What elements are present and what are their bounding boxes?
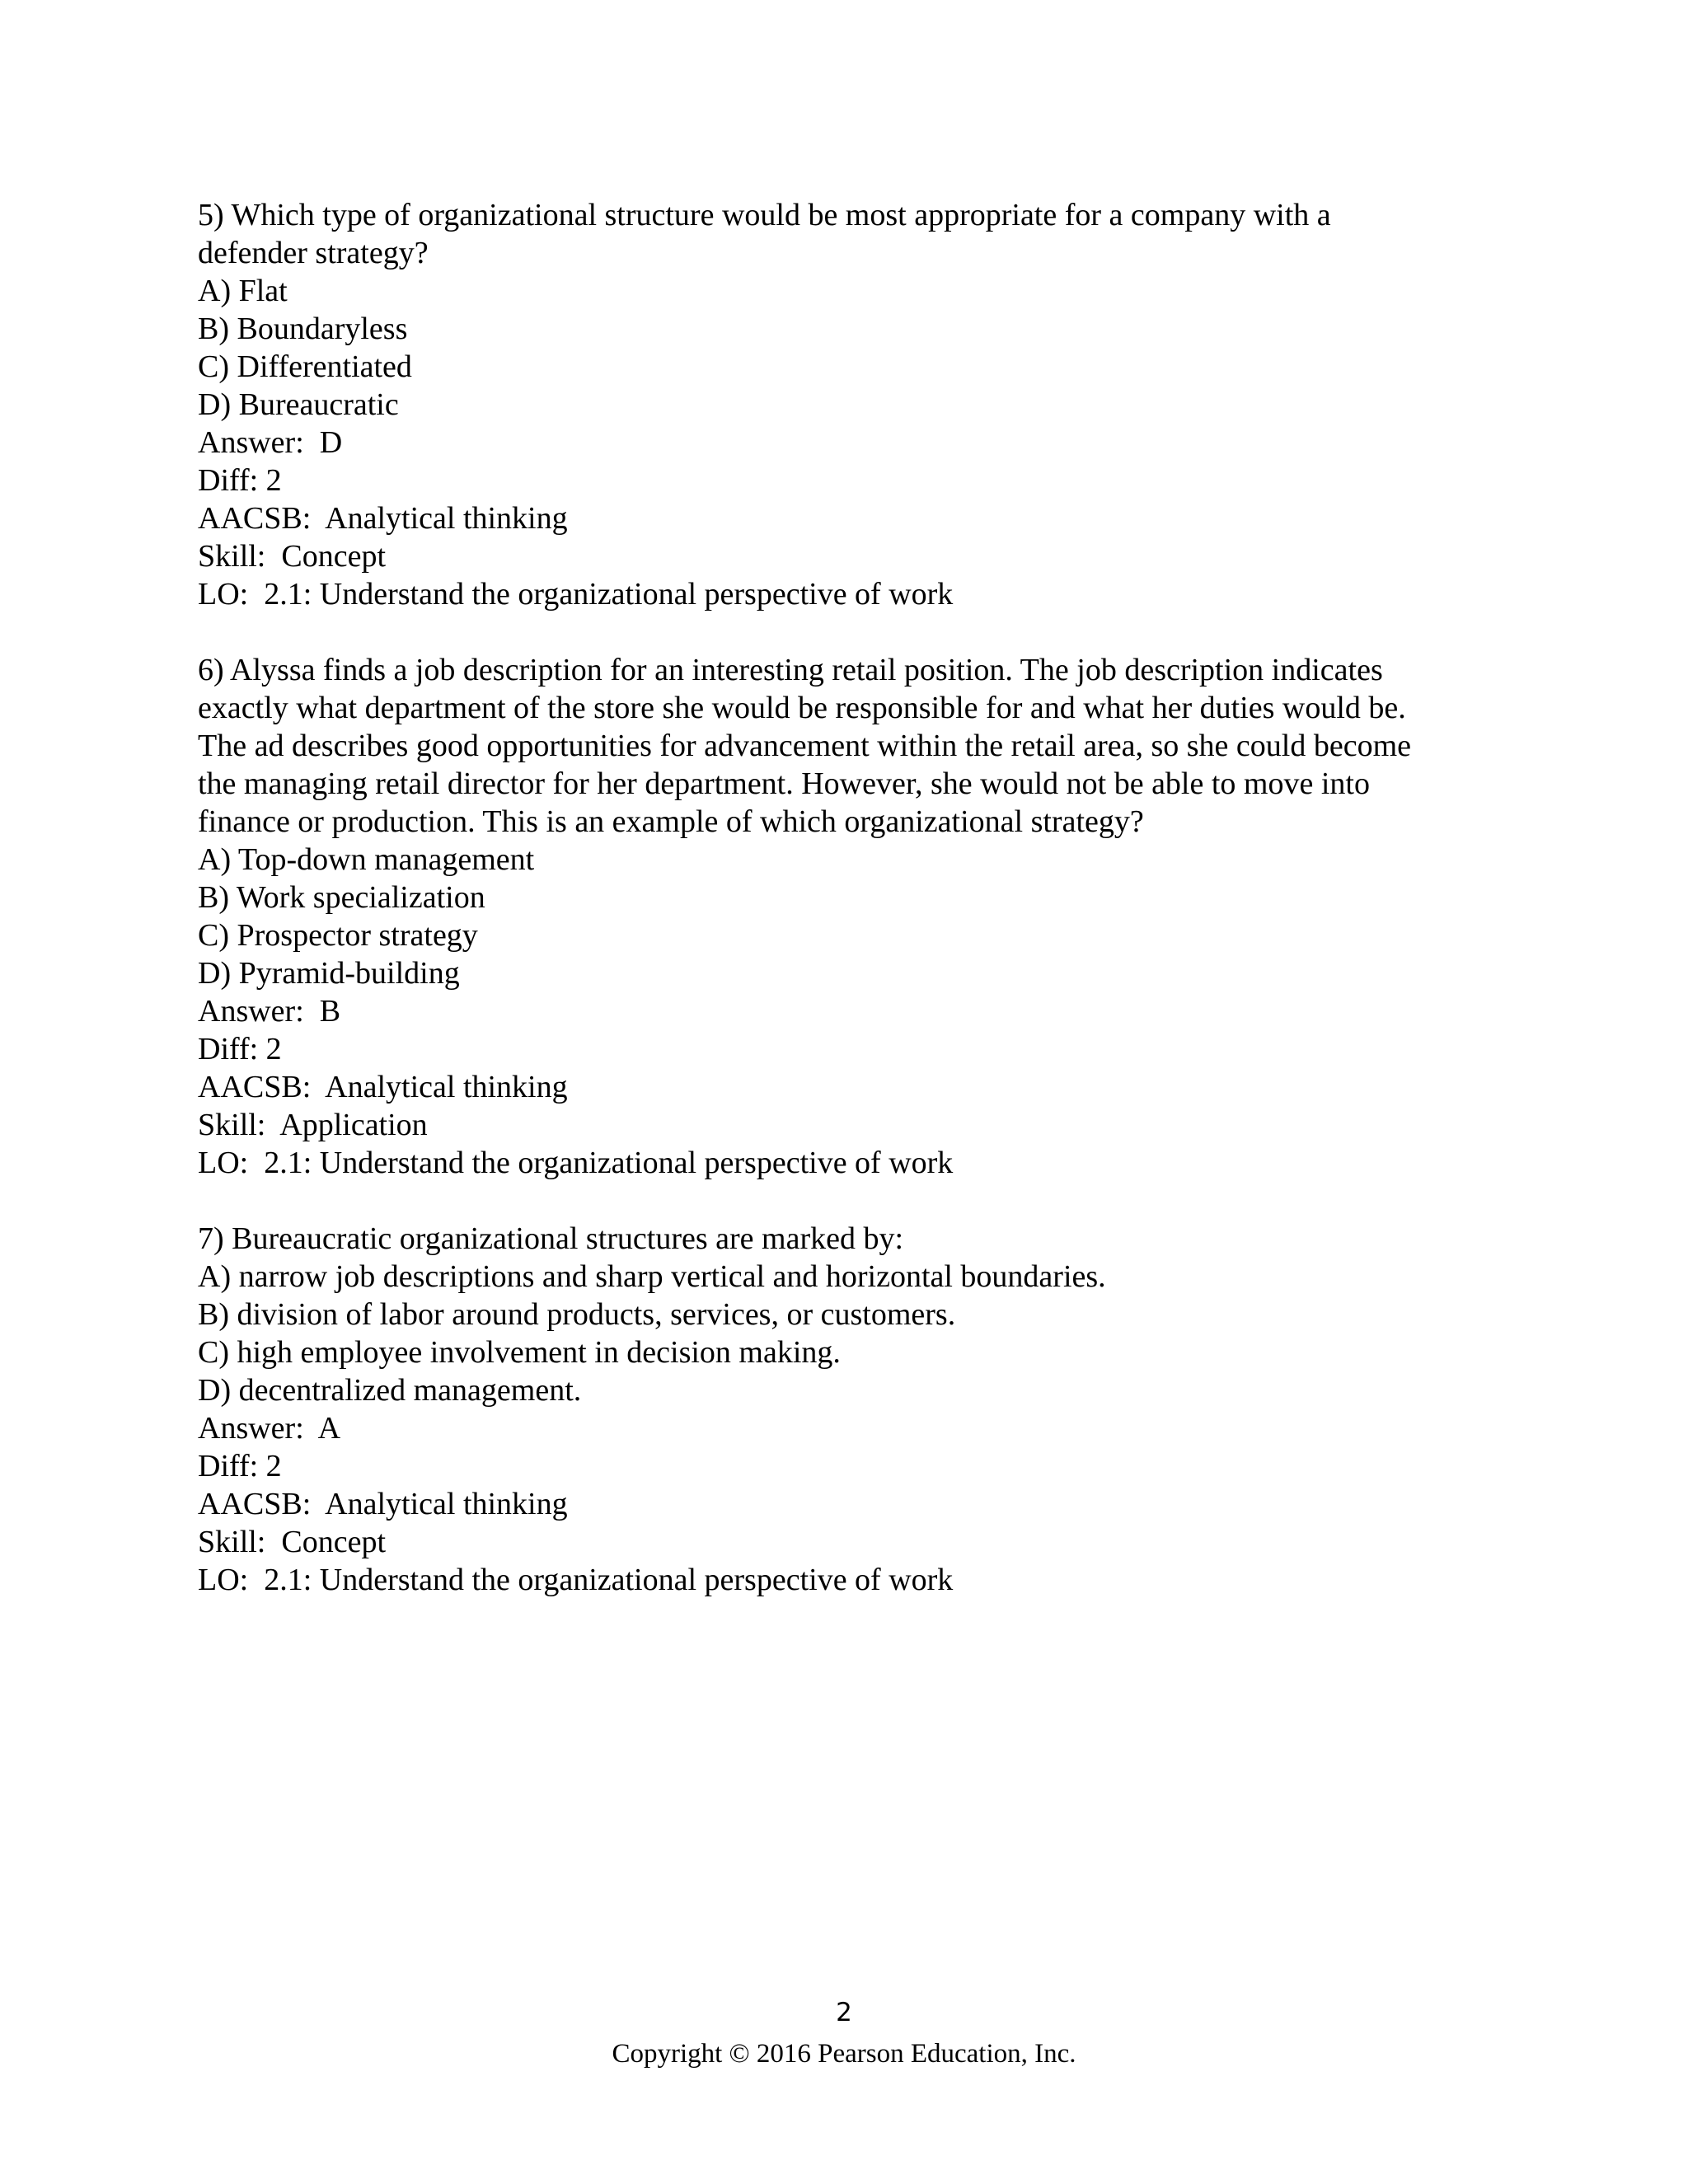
question-6 [198,651,1500,1182]
answer-key: Answer: D [198,425,343,460]
question-7 [198,1220,1500,1599]
question-stem-line: finance or production. This is an example of which organizational strategy? [198,804,1144,839]
learning-objective: LO: 2.1: Understand the organizational perspective of work [198,1563,954,1597]
answer-option-c: C) high employee involvement in decision making. [198,1335,841,1370]
answer-key: Answer: A [198,1411,341,1446]
answer-option-a: A) Flat [198,274,288,308]
question-stem-line: the managing retail director for her department. However, she would not be able to move into [198,766,1370,801]
answer-option-d: D) Pyramid-building [198,956,460,991]
skill-tag: Skill: Application [198,1108,428,1142]
answer-key: Answer: B [198,994,341,1029]
difficulty: Diff: 2 [198,1449,282,1483]
question-stem-line: defender strategy? [198,236,429,270]
difficulty: Diff: 2 [198,463,282,498]
aacsb-tag: AACSB: Analytical thinking [198,1487,568,1521]
question-stem-line: 5) Which type of organizational structure would be most appropriate for a company with a [198,198,1331,232]
answer-option-c: C) Differentiated [198,349,412,384]
skill-tag: Skill: Concept [198,1525,386,1559]
answer-option-b: B) Work specialization [198,880,485,915]
question-5 [198,196,1500,613]
copyright-notice: Copyright © 2016 Pearson Education, Inc. [612,2039,1076,2069]
question-stem-line: 6) Alyssa finds a job description for an interesting retail position. The job description indicates [198,653,1383,687]
page-number: 2 [836,1998,852,2027]
answer-option-d: D) Bureaucratic [198,387,399,422]
learning-objective: LO: 2.1: Understand the organizational perspective of work [198,577,954,612]
question-stem-line: 7) Bureaucratic organizational structures are marked by: [198,1221,904,1256]
difficulty: Diff: 2 [198,1032,282,1066]
answer-option-c: C) Prospector strategy [198,918,478,953]
aacsb-tag: AACSB: Analytical thinking [198,501,568,536]
document-body [198,196,1500,1637]
question-stem-line: The ad describes good opportunities for advancement within the retail area, so she could become [198,729,1411,763]
skill-tag: Skill: Concept [198,539,386,574]
question-stem-line: exactly what department of the store she would be responsible for and what her duties would be. [198,691,1406,725]
answer-option-a: A) Top-down management [198,842,535,877]
answer-option-d: D) decentralized management. [198,1373,582,1408]
answer-option-a: A) narrow job descriptions and sharp vertical and horizontal boundaries. [198,1259,1106,1294]
learning-objective: LO: 2.1: Understand the organizational perspective of work [198,1146,954,1180]
aacsb-tag: AACSB: Analytical thinking [198,1070,568,1104]
answer-option-b: B) Boundaryless [198,312,408,346]
answer-option-b: B) division of labor around products, services, or customers. [198,1297,956,1332]
